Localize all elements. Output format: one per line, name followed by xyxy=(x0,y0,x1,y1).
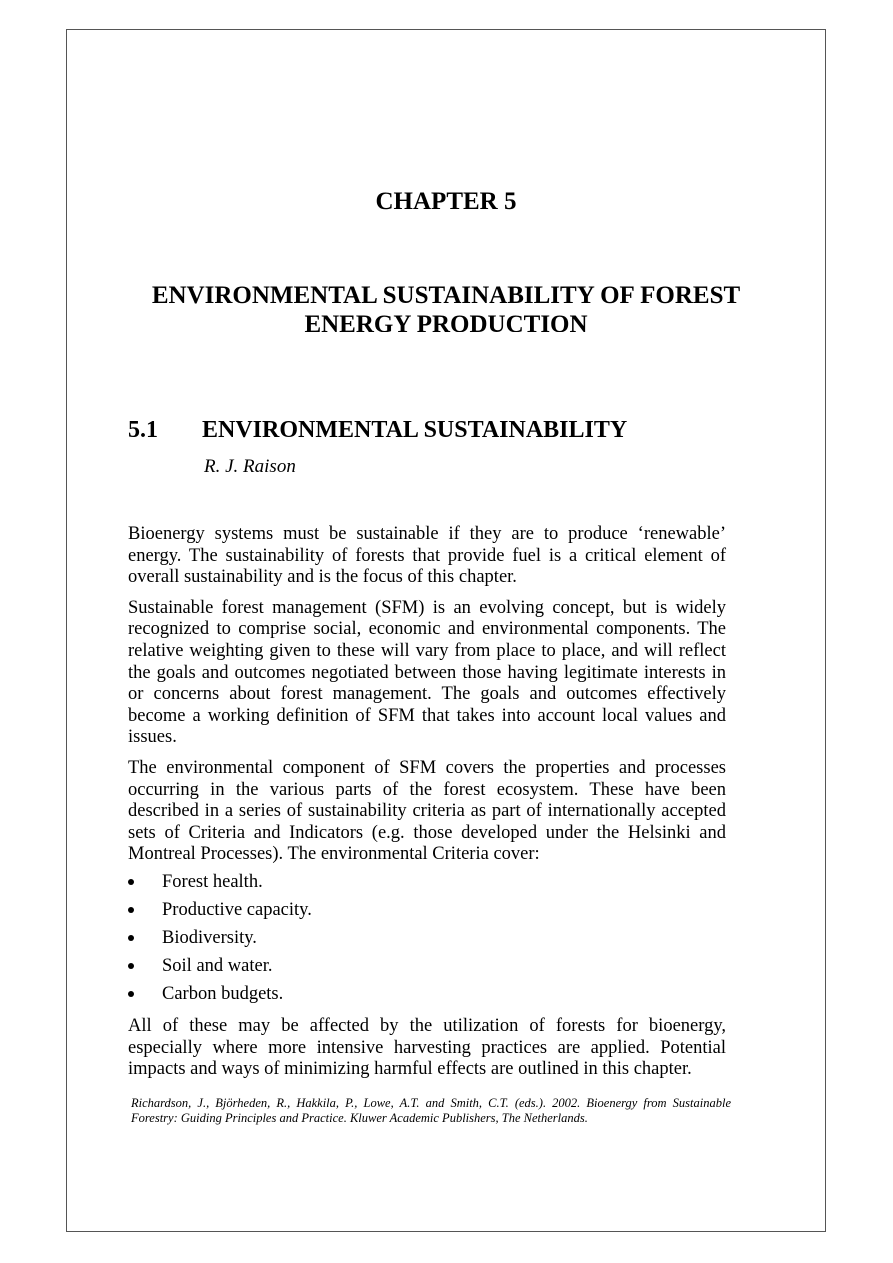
chapter-label: CHAPTER 5 xyxy=(375,188,517,215)
criteria-item-label: Soil and water. xyxy=(162,955,273,976)
criteria-item-label: Forest health. xyxy=(162,871,263,892)
criteria-item-label: Biodiversity. xyxy=(162,927,257,948)
criteria-item-label: Productive capacity. xyxy=(162,899,312,920)
paragraph-environmental-component: The environmental component of SFM covers the properties and processes occurring in the various parts of the forest ecosystem. These have been described in a series of sustainability criteria as part of internationally accepted sets of Criteria and Indicators (e.g. those developed under the Helsinki and Montreal Processes). The environmental Criteria cover: xyxy=(128,757,726,865)
criteria-item xyxy=(128,925,726,953)
bullet-icon xyxy=(128,963,134,969)
chapter-title-line-1: ENVIRONMENTAL SUSTAINABILITY OF FOREST xyxy=(151,282,741,309)
chapter-title-line-2: ENERGY PRODUCTION xyxy=(304,311,588,332)
bullet-icon xyxy=(128,991,134,997)
bullet-icon xyxy=(128,935,134,941)
section-heading xyxy=(128,414,627,446)
criteria-item xyxy=(128,869,726,897)
criteria-list xyxy=(128,869,726,1009)
criteria-item xyxy=(128,981,726,1009)
citation-footnote: Richardson, J., Björheden, R., Hakkila, P., Lowe, A.T. and Smith, C.T. (eds.). 2002. Bioenergy from Sustainable Forestry: Guiding Principles and Practice. Kluwer Academic Publishers, The Netherlands. xyxy=(131,1096,731,1125)
criteria-item xyxy=(128,953,726,981)
paragraph-sfm-definition: Sustainable forest management (SFM) is an evolving concept, but is widely recognized to comprise social, economic and environmental components. The relative weighting given to these will vary from place to place, and will reflect the goals and outcomes negotiated between those having legitimate interests in or concerns about forest management. The goals and outcomes effectively become a working definition of SFM that takes into account local values and issues. xyxy=(128,597,726,748)
section-author: R. J. Raison xyxy=(204,456,296,477)
paragraph-closing: All of these may be affected by the utilization of forests for bioenergy, especially where more intensive harvesting practices are applied. Potential impacts and ways of minimizing harmful effects are outlined in this chapter. xyxy=(128,1015,726,1080)
body-text xyxy=(128,524,726,1090)
chapter-title xyxy=(100,281,792,332)
bullet-icon xyxy=(128,907,134,913)
section-title: ENVIRONMENTAL SUSTAINABILITY xyxy=(202,417,628,443)
criteria-item-label: Carbon budgets. xyxy=(162,983,284,1004)
paragraph-intro: Bioenergy systems must be sustainable if they are to produce ‘renewable’ energy. The sustainability of forests that provide fuel is a critical element of overall sustainability and is the focus of this chapter. xyxy=(128,524,726,588)
bullet-icon xyxy=(128,879,134,885)
criteria-item xyxy=(128,897,726,925)
section-number: 5.1 xyxy=(128,417,158,443)
